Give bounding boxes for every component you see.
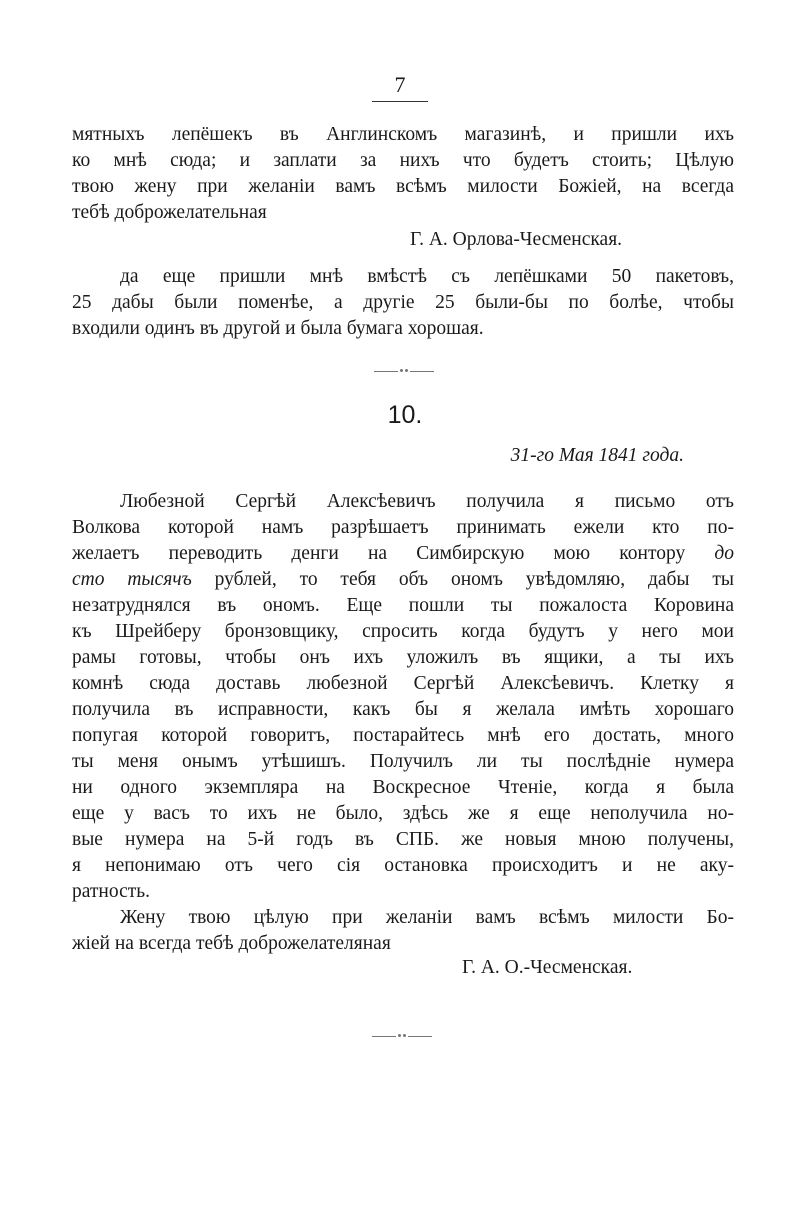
page-number-rule xyxy=(372,101,428,102)
letter-number: 10. xyxy=(387,401,423,429)
text-line: еще у васъ то ихъ не было, здѣсь же я еще неполучила но- xyxy=(72,803,734,824)
text-line: получила въ исправности, какъ бы я желала имѣть хорошаго xyxy=(72,699,734,720)
text-line: ратность. xyxy=(72,881,151,902)
text-line: мятныхъ лепёшекъ въ Англинскомъ магазинѣ, и пришли ихъ xyxy=(72,124,734,145)
text-line: твою жену при желаніи вамъ всѣмъ милости Божіей, на всегда xyxy=(72,176,734,197)
letter-date: 31-го Мая 1841 года. xyxy=(510,445,684,466)
text-line: рамы готовы, чтобы онъ ихъ уложилъ въ ящики, а ты ихъ xyxy=(72,647,734,668)
text-line: я непонимаю отъ чего сія остановка происходитъ и не аку- xyxy=(72,855,734,876)
italic-segment: до xyxy=(714,543,735,564)
previous-letter-postscript xyxy=(72,264,734,342)
letter-body xyxy=(72,489,734,957)
letter-signature: Г. А. О.-Чесменская. xyxy=(462,957,633,978)
text-line: Волкова которой намъ разрѣшаетъ принимать ежели кто по- xyxy=(72,517,734,538)
previous-letter-signature: Г. А. Орлова-Чесменская. xyxy=(410,229,623,250)
section-divider xyxy=(372,1031,432,1041)
text-line: къ Шрейберу бронзовщику, спросить когда будутъ у него мои xyxy=(72,621,734,642)
text-line: да еще пришли мнѣ вмѣстѣ съ лепёшками 50 пакетовъ, xyxy=(120,266,734,287)
text-line: ты меня онымъ утѣшишъ. Получилъ ли ты послѣдніе нумера xyxy=(72,751,734,772)
page-number: 7 xyxy=(394,72,406,97)
text-line: тебѣ доброжелательная xyxy=(72,202,267,223)
text-line: ко мнѣ сюда; и заплати за нихъ что будетъ стоить; Цѣлую xyxy=(72,150,734,171)
text-line: попугая которой говоритъ, постарайтесь мнѣ его достать, много xyxy=(72,725,734,746)
text-segment: желаетъ переводить денги на Симбирскую мою контору xyxy=(72,543,686,564)
section-divider xyxy=(374,366,434,376)
text-line: комнѣ сюда доставь любезной Сергѣй Алексѣевичъ. Клетку я xyxy=(72,673,734,694)
text-line: незатруднялся въ ономъ. Еще пошли ты пожалоста Коровина xyxy=(72,595,734,616)
text-line: жіей на всегда тебѣ доброжелателяная xyxy=(72,933,391,954)
text-line: входили одинъ въ другой и была бумага хорошая. xyxy=(72,318,484,339)
text-line xyxy=(72,541,734,567)
italic-segment: сто тысячъ xyxy=(72,569,192,590)
text-line: ни одного экземпляра на Воскресное Чтеніе, когда я была xyxy=(72,777,734,798)
text-line xyxy=(72,567,734,593)
text-line: 25 дабы были поменѣе, а другіе 25 были-бы по болѣе, чтобы xyxy=(72,292,734,313)
previous-letter-body xyxy=(72,122,734,226)
text-line: Любезной Сергѣй Алексѣевичъ получила я письмо отъ xyxy=(120,491,734,512)
text-line: Жену твою цѣлую при желаніи вамъ всѣмъ милости Бо- xyxy=(120,907,734,928)
text-line: вые нумера на 5-й годъ въ СПБ. же новыя мною получены, xyxy=(72,829,734,850)
text-segment: рублей, то тебя объ ономъ увѣдомляю, дабы ты xyxy=(214,569,735,590)
